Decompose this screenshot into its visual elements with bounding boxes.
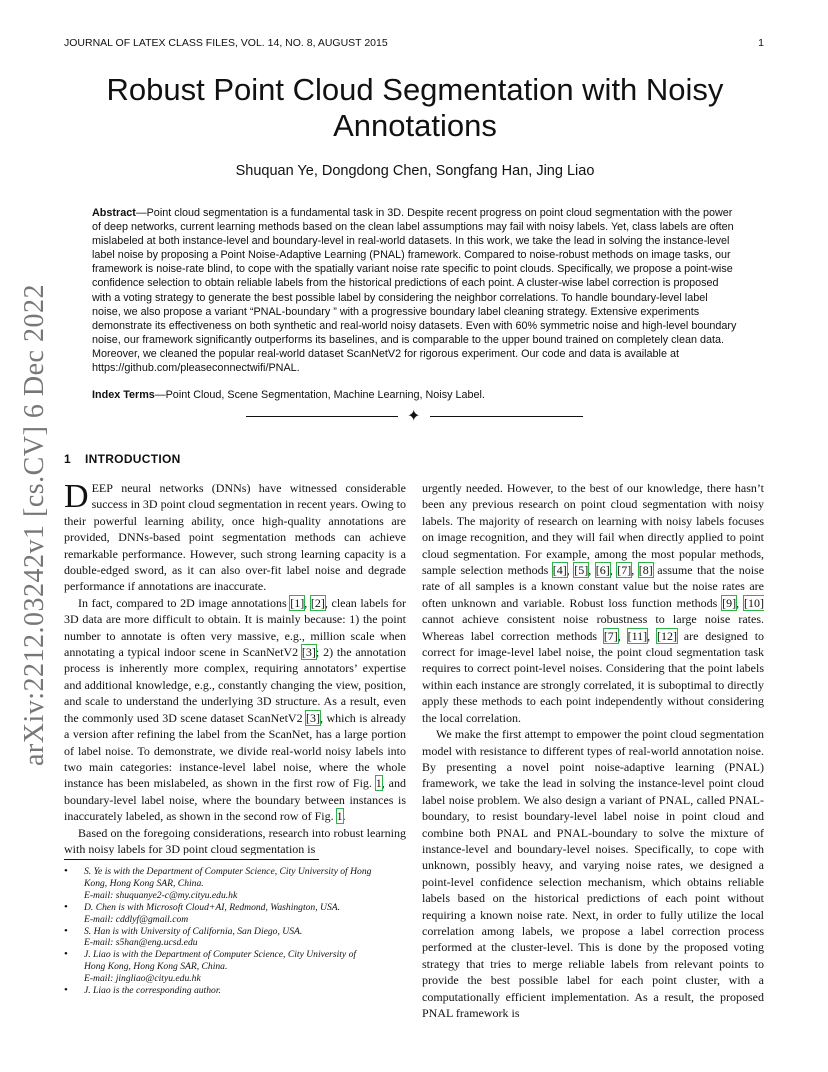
citation-link[interactable]: [4] [552, 563, 567, 578]
intro-paragraph-1 [64, 480, 406, 595]
section-title: INTRODUCTION [84, 452, 181, 466]
p2-text-d: , which is already a version after refining the label from the ScanNet, has a large portion of label noise. To demonstrate, we divide real-world noisy labels into two main categories: instance-level label noise, where the whole instance has been mislabeled, as shown in the first row of Fig. [64, 710, 406, 791]
p2-text-e: , and boundary-level label noise, where the boundary between instances is inaccurately labeled, as shown in the second row of Fig. [64, 776, 406, 824]
footnote-line: • J. Liao is with the Department of Computer Science, City University of [84, 949, 357, 961]
citation-link[interactable]: [10] [744, 595, 764, 610]
left-column [64, 480, 406, 855]
abstract-label: Abstract [92, 207, 136, 219]
intro-paragraph-4: We make the first attempt to empower the point cloud segmentation model with resistance to different types of real-world annotation noise. By presenting a novel point noise-adaptive learning (PNAL) framework, we take the lead in solving the instance-level point cloud label noise problem. We also design a variant of PNAL, called PNAL-boundary, to resist boundary-level label noise in point cloud and combine both PNAL and PNAL-boundary to solve the mixture of instance-level and boundary-level noises. Specifically, to cope with unknown, possibly heavy, and varying noise rates, we designed a point-level confidence selection mechanism, which obtains reliable labels based on the historical predictions of each point without requiring a known noise rate. Next, in order to fully utilize the local correlation among labels, we propose a label correction process performed at the cluster-level. This is done by the proposed voting strategy that tries to merge reliable labels from relevant points to provide the best possible label for each point cluster, with a computationally efficient implementation. As a result, the proposed PNAL framework is [422, 727, 764, 1020]
citation-link[interactable]: [9] [722, 595, 737, 610]
footnote-email: E-mail: s5han@eng.ucsd.edu [84, 937, 198, 949]
citation-link[interactable]: [7] [603, 628, 618, 643]
footnote-line: Kong, Hong Kong SAR, China. [84, 877, 204, 889]
intro-paragraph-3: Based on the foregoing considerations, research into robust learning with noisy labels for 3D point cloud segmentation is [64, 825, 406, 855]
r-p1-text-d: are designed to correct for image-level label noise, the point cloud segmentation task requires to correct point-level noises. Considering that the point labels within each instance are strongly correlated, it is suboptimal to directly apply these methods to each point independently without considering the local correlation. [422, 628, 764, 725]
footnote-rule [64, 859, 319, 860]
figure-link[interactable]: 1 [336, 809, 343, 824]
p2-text-c: ; 2) the annotation process is inherently more complex, requiring annotators’ expertise and additional knowledge, e.g., constantly changing the view, position, and scale to understand the underlying 3D structure. As a result, even the commonly used 3D scene dataset ScanNetV2 [64, 645, 406, 725]
drop-cap: D [64, 480, 89, 515]
divider-left [246, 416, 398, 417]
intro-paragraph-2: In fact, compared to 2D image annotations [1], [2], clean labels for 3D data are more difficult to obtain. It is mainly because: 1) the point number to annotate is often very massive, e.g., million scale when annotating a typical indoor scene in ScanNetV2 [3]; 2) the annotation process is inherently more complex, requiring annotators’ expertise and additional knowledge, e.g., constantly changing the view, position, and scale to understand the underlying 3D structure. As a result, even the commonly used 3D scene dataset ScanNetV2 [3], which is already a version after refining the label from the ScanNet, has a large portion of label noise. To demonstrate, we divide real-world noisy labels into two main categories: instance-level label noise, where the whole instance has been mislabeled, as shown in the first row of Fig. 1, and boundary-level label noise, where the boundary between instances is inaccurately labeled, as shown in the second row of Fig. 1. [64, 595, 406, 824]
footnote-line: • D. Chen is with Microsoft Cloud+AI, Redmond, Washington, USA. [84, 901, 340, 913]
p2-text-f: . [342, 809, 346, 824]
index-terms-label: Index Terms [92, 389, 155, 401]
author-list: Shuquan Ye, Dongdong Chen, Songfang Han, Jing Liao [235, 163, 595, 179]
footnote-line: • J. Liao is the corresponding author. [84, 985, 221, 997]
figure-link[interactable]: 1 [375, 776, 382, 791]
running-head [64, 37, 764, 49]
intro-paragraph-1-text: neural networks (DNNs) have witnessed considerable success in 3D point cloud segmentation in recent years. Owing to their powerful learning ability, once high-quality annotations are provided, DNNs-based point segmentation methods can achieve remarkable performance. However, such strong learning capacity is a double-edged sword, as it can also over-fit label noise and degrade performance if annotations are inaccurate. [64, 481, 406, 594]
paper-title: Robust Point Cloud Segmentation with Noisy Annotations [106, 72, 724, 143]
diamond-separator-icon: ✦ [407, 406, 421, 425]
footnote-item [64, 866, 409, 902]
footnote-item [64, 985, 409, 997]
footnote-item [64, 926, 409, 950]
citation-link[interactable]: [1] [290, 595, 305, 610]
footnote-item [64, 902, 409, 926]
footnote-line: • S. Han is with University of California, San Diego, USA. [84, 925, 303, 937]
divider-right [430, 416, 583, 417]
footnote-line: Hong Kong, Hong Kong SAR, China. [84, 961, 228, 973]
r-p1-text-b: assume that the noise rate of all samples is a known constant value but the noise rates are often unknown and variable. Robust loss function methods [422, 563, 764, 610]
abstract-text: —Point cloud segmentation is a fundamental task in 3D. Despite recent progress on point cloud segmentation with the power of deep networks, current learning methods based on the clean label assumptions may fail with noisy labels. Yet, class labels are often mislabeled at both instance-level and boundary-level in real-world datasets. In this work, we take the lead in solving the instance-level label noise by proposing a Point Noise-Adaptive Learning (PNAL) framework. Compared to noise-robust methods on image tasks, our framework is noise-rate blind, to cope with the spatially variant noise rate specific to point clouds. Specifically, we propose a point-wise confidence selection to obtain reliable labels from the historical predictions of each point. A cluster-wise label correction is proposed with a voting strategy to generate the best possible label by considering the neighbor correlations. To handle boundary-level label noise, we also propose a variant “PNAL-boundary ” with a progressive boundary label cleaning strategy. Extensive experiments demonstrate its effectiveness on both synthetic and real-world noisy datasets. Even with 60% symmetric noise and high-level boundary noise, our framework significantly outperforms its baselines, and is comparable to the upper bound trained on completely clean data. Moreover, we cleaned the popular real-world dataset ScanNetV2 for rigorous experiment. Our code and data is available at https://github.com/pleaseconnectwifi/PNAL. [92, 207, 737, 375]
arxiv-stamp [5, 284, 65, 766]
page-number: 1 [758, 37, 764, 49]
citation-link[interactable]: [11] [627, 628, 648, 643]
citation-link[interactable]: [12] [656, 628, 677, 643]
section-heading [64, 452, 181, 466]
intro-paragraph-3-continued: urgently needed. However, to the best of our knowledge, there hasn’t been any previous research on point cloud segmentation with noisy labels. The majority of research on learning with noisy labels focuses on image recognition, and they will fail when directly applied to point cloud segmentation. For example, among the most popular methods, sample selection methods [4], [5], [6], [7], [8] assume that the noise rate of all samples is a known constant value but the noise rates are often unknown and variable. Robust loss function methods [9], [10] cannot achieve consistent noise robustness to large noise rates. Whereas label correction methods [7], [11], [12] are designed to correct for image-level label noise, the point cloud segmentation task requires to correct point-level noises. Considering that the point labels within each instance are strongly correlated, it is suboptimal to directly apply these methods to each point independently without considering the local correlation. [422, 481, 764, 725]
arxiv-id: arXiv:2212.03242v1 [cs.CV] 6 Dec 2022 [19, 284, 50, 766]
p2-text-b: , clean labels for 3D data are more difficult to obtain. It is mainly because: 1) the point number to annotate is often very massive, e.g., million scale when annotating a typical indoor scene in ScanNetV2 [64, 595, 406, 660]
right-column [422, 480, 764, 1070]
small-caps-lead: EEP [91, 481, 113, 495]
p2-text-a: In fact, compared to 2D image annotations [78, 595, 291, 610]
citation-link[interactable]: [2] [310, 595, 325, 610]
citation-link[interactable]: [7] [617, 563, 632, 578]
footnote-email: E-mail: shuquanye2-c@my.cityu.edu.hk [84, 889, 238, 901]
citation-link[interactable]: [3] [301, 645, 316, 660]
citation-link[interactable]: [8] [638, 563, 653, 578]
footnote-item [64, 949, 409, 985]
index-terms [92, 389, 737, 401]
citation-link[interactable]: [5] [574, 563, 589, 578]
footnote-line: • S. Ye is with the Department of Computer Science, City University of Hong [84, 866, 372, 877]
index-terms-text: —Point Cloud, Scene Segmentation, Machine Learning, Noisy Label. [154, 389, 485, 401]
affiliation-footnotes [64, 866, 409, 997]
section-number: 1 [64, 452, 71, 466]
footnote-email: E-mail: jingliao@cityu.edu.hk [84, 973, 201, 985]
r-p1-text-a: urgently needed. However, to the best of our knowledge, there hasn’t been any previous research on point cloud segmentation with noisy labels. The majority of research on learning with noisy labels focuses on image recognition, and they will fail when directly applied to point cloud segmentation. For example, among the most popular methods, sample selection methods [422, 481, 764, 578]
citation-link[interactable]: [6] [595, 563, 610, 578]
footnote-email: E-mail: cddlyf@gmail.com [84, 913, 189, 925]
abstract [92, 206, 737, 375]
r-p1-text-c: cannot achieve consistent noise robustness to large noise rates. Whereas label correction methods [422, 612, 764, 643]
journal-header: JOURNAL OF LATEX CLASS FILES, VOL. 14, NO. 8, AUGUST 2015 [64, 37, 388, 49]
citation-link[interactable]: [3] [306, 710, 321, 725]
